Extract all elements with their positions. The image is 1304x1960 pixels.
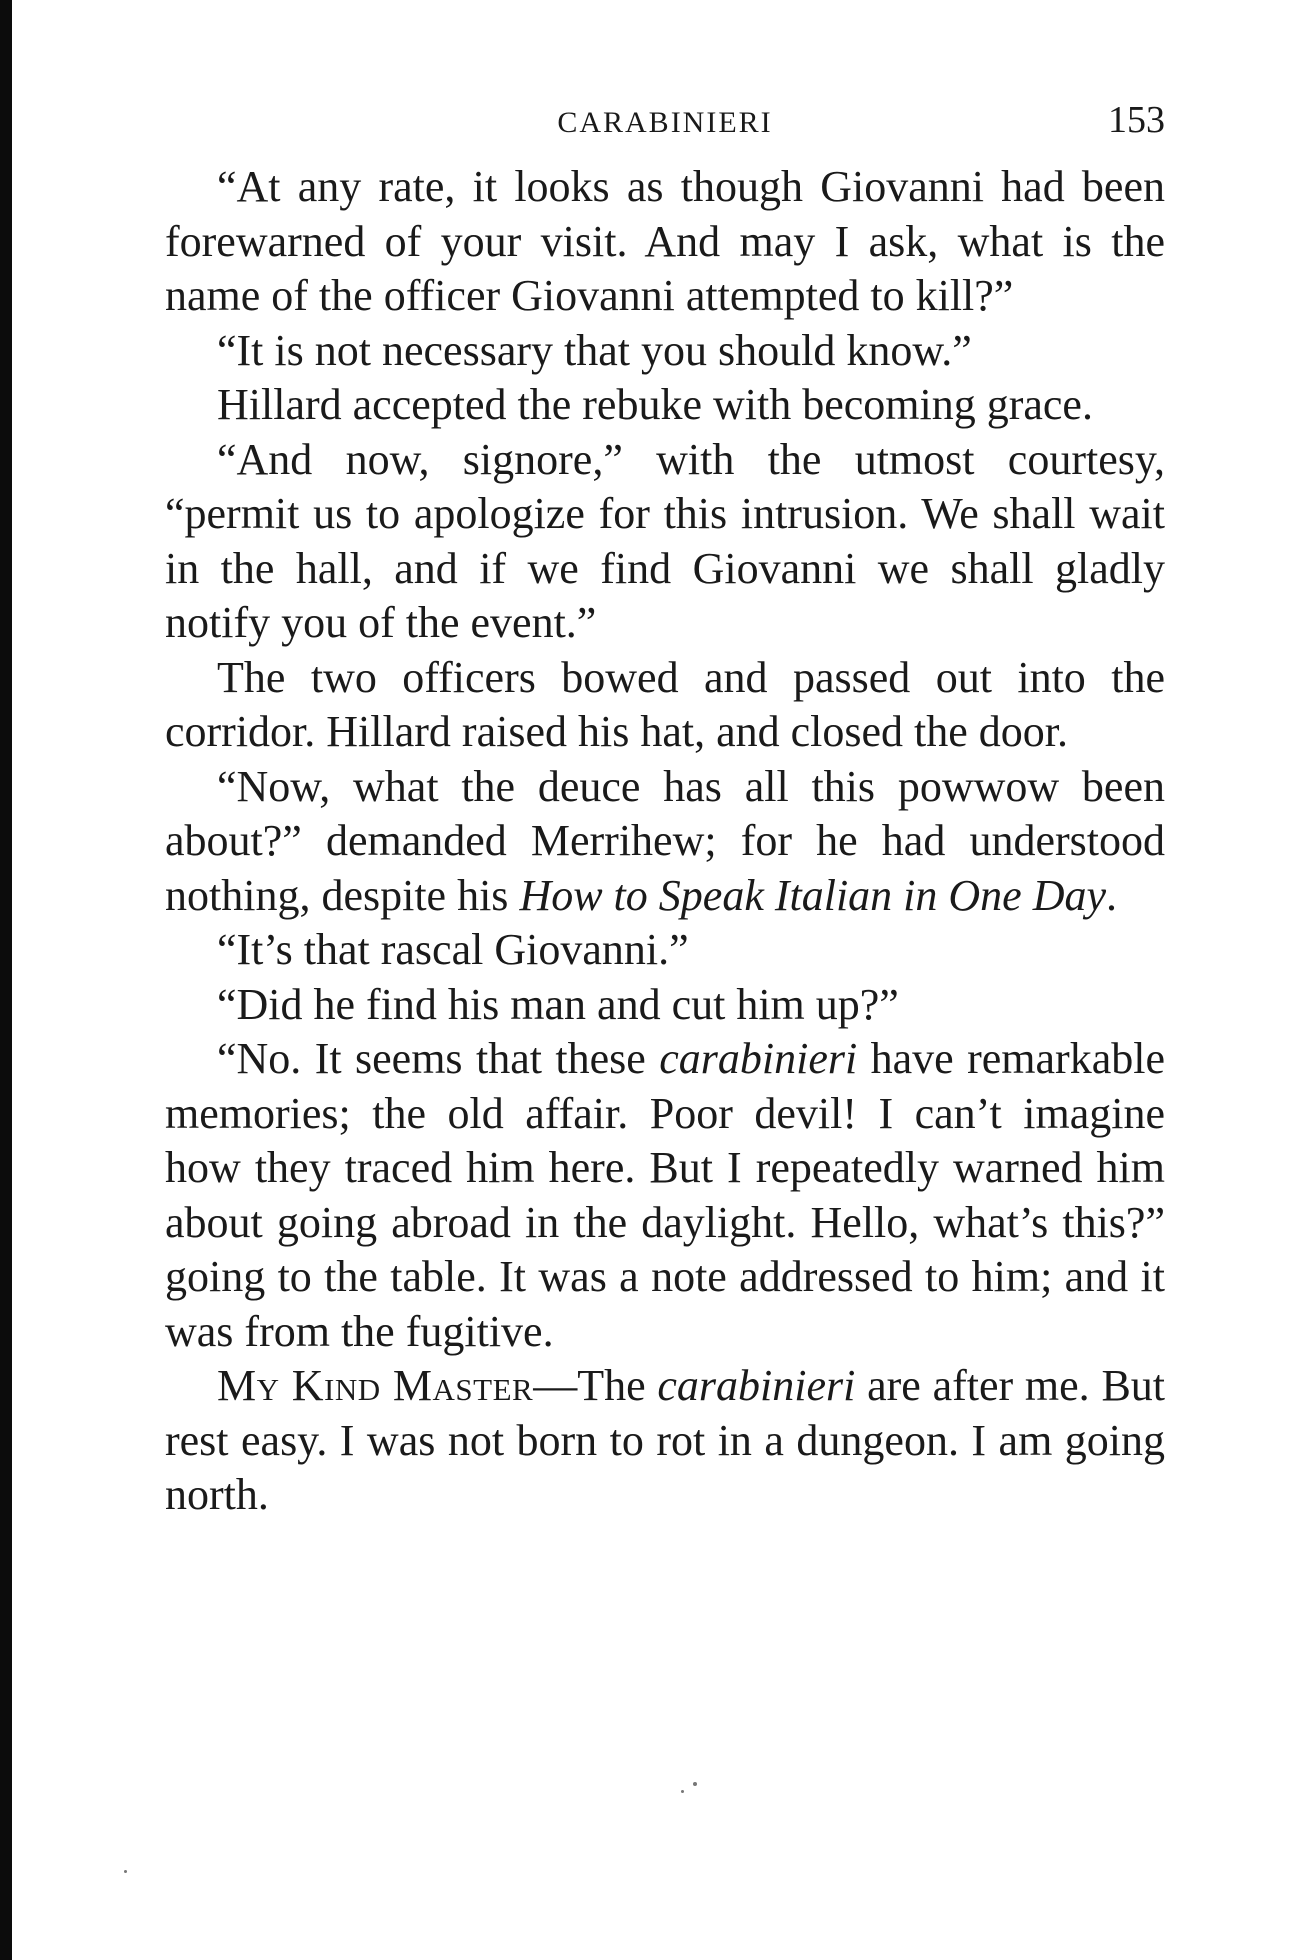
scan-speck xyxy=(124,1870,127,1873)
letter-dash: —The xyxy=(533,1361,658,1410)
paragraph xyxy=(165,1032,1165,1359)
paragraph: “At any rate, it looks as though Giovanni had been forewarned of your visit. And may I ask, what is the name of the officer Giovanni attempted to kill?” xyxy=(165,162,1165,320)
paragraph: Hillard accepted the rebuke with becoming grace. xyxy=(217,380,1093,429)
page-number: 153 xyxy=(1108,99,1165,141)
quoted-letter xyxy=(165,1359,1165,1523)
scan-speck xyxy=(681,1790,684,1793)
paragraph xyxy=(165,760,1165,924)
running-title: CARABINIERI xyxy=(557,106,773,139)
paragraph-text: have remarkable memories; the old affair. Poor devil! I can’t imagine how they traced him here. But I repeatedly warned him about going abroad in the daylight. Hello, what’s this?” going to the table. It was a note addressed to him; and it was from the fugitive. xyxy=(165,1034,1165,1356)
italic-term: carabinieri xyxy=(659,1034,858,1083)
paragraph: “It is not necessary that you should know.” xyxy=(217,325,972,375)
paragraph-text: . xyxy=(1106,870,1118,920)
body-text xyxy=(165,160,1165,1523)
book-title-italic: How to Speak Italian in One Day xyxy=(519,870,1107,920)
scan-speck xyxy=(693,1782,697,1786)
running-header xyxy=(165,88,1165,160)
scan-edge xyxy=(0,0,12,1960)
paragraph: “It’s that rascal Giovanni.” xyxy=(217,925,689,974)
paragraph-text: “No. It seems that these xyxy=(217,1034,660,1083)
letter-text: are after me. But rest easy. I was not born to rot in a dungeon. I am going north. xyxy=(165,1361,1166,1519)
letter-salutation: My Kind Master xyxy=(217,1361,534,1410)
paragraph-text: “Now, what the deuce has all this powwow been about?” demanded Merrihew; for he had understood nothing, despite his xyxy=(165,761,1165,920)
paragraph: “And now, signore,” with the utmost courtesy, “permit us to apologize for this intrusion. We shall wait in the hall, and if we find Giovanni we shall gladly notify you of the event.” xyxy=(165,434,1165,647)
paragraph: “Did he find his man and cut him up?” xyxy=(217,979,899,1029)
paragraph: The two officers bowed and passed out into the corridor. Hillard raised his hat, and closed the door. xyxy=(165,652,1165,756)
italic-term: carabinieri xyxy=(657,1361,856,1410)
book-page xyxy=(165,88,1165,1523)
